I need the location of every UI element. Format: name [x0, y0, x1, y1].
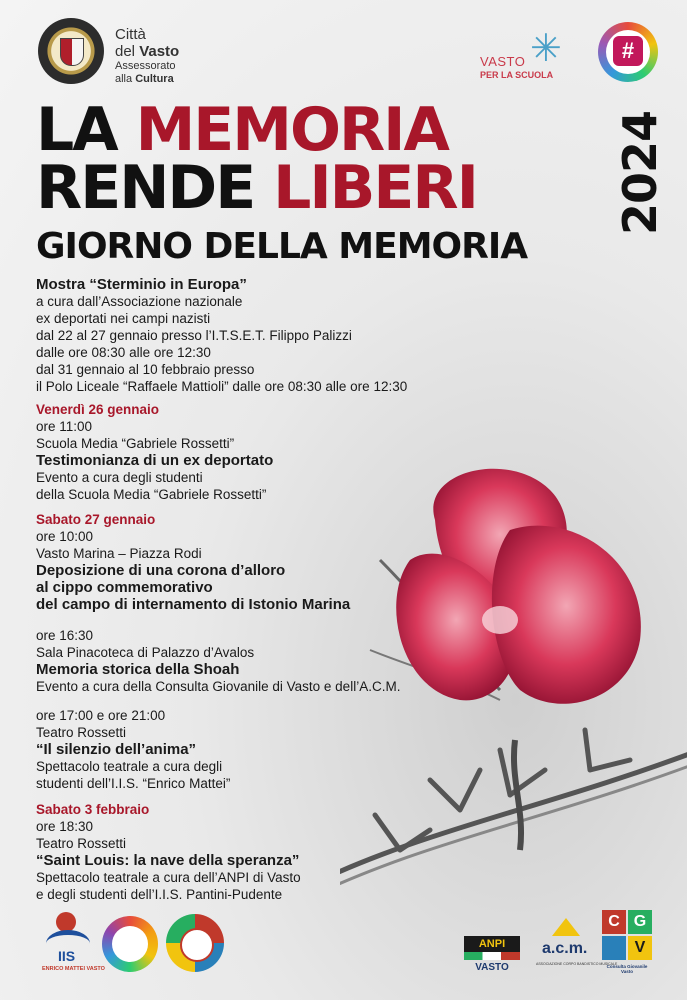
city-line2: del Vasto	[115, 43, 180, 60]
tricolor-flag-icon	[464, 952, 520, 960]
city-line3: Assessorato	[115, 60, 176, 72]
event-desc: studenti dell’I.I.S. “Enrico Mattei”	[36, 776, 231, 791]
event-desc: Evento a cura degli studenti	[36, 470, 203, 485]
event-sabato-3-febbraio	[36, 801, 301, 903]
event-time: ore 10:00	[36, 529, 94, 544]
event-desc: e degli studenti dell’I.I.S. Pantini-Pudente	[36, 887, 283, 902]
event-place: Sala Pinacoteca di Palazzo d’Avalos	[36, 645, 255, 660]
title-line1: LA MEMORIA	[36, 95, 448, 165]
mostra-line: il Polo Liceale “Raffaele Mattioli” dalle ore 08:30 alle ore 12:30	[36, 379, 408, 394]
event-desc: Spettacolo teatrale a cura degli	[36, 759, 223, 774]
consulta-giovanile-logo: C G V Consulta Giovanile Vasto	[602, 910, 652, 976]
city-seal-logo	[38, 18, 104, 84]
event-title: Memoria storica della Shoah	[36, 661, 240, 678]
event-time: ore 16:30	[36, 628, 94, 643]
year-vertical: 2024	[613, 110, 668, 236]
event-date: Sabato 3 febbraio	[36, 802, 150, 817]
acm-logo: a.c.m. ASSOCIAZIONE CORPO BANDISTICO MUSICALE	[536, 918, 598, 974]
event-title: Testimonianza di un ex deportato	[36, 452, 274, 469]
triangle-icon	[552, 918, 580, 936]
event-place: Teatro Rossetti	[36, 725, 127, 740]
event-time: ore 11:00	[36, 419, 93, 434]
event-time: ore 18:30	[36, 819, 94, 834]
event-sabato-27-afternoon	[36, 627, 400, 695]
event-title: Deposizione di una corona d’alloro	[36, 562, 286, 579]
title-line2: RENDE LIBERI	[36, 153, 477, 223]
event-title: del campo di internamento di Istonio Marina	[36, 596, 351, 613]
compass-star-icon: ✳	[530, 28, 562, 70]
mostra-line: dal 22 al 27 gennaio presso l’I.T.S.E.T. Filippo Palizzi	[36, 328, 352, 343]
event-desc: Spettacolo teatrale a cura dell’ANPI di Vasto	[36, 870, 301, 885]
mostra-line: a cura dall’Associazione nazionale	[36, 294, 243, 309]
event-sabato-27-evening	[36, 707, 230, 792]
event-sabato-27-morning	[36, 511, 350, 613]
city-line1: Città	[115, 26, 146, 43]
event-title: “Saint Louis: la nave della speranza”	[36, 852, 300, 869]
polo-liceale-logo	[166, 914, 224, 972]
event-desc: Evento a cura della Consulta Giovanile di Vasto e dell’A.C.M.	[36, 679, 401, 694]
event-desc: della Scuola Media “Gabriele Rossetti”	[36, 487, 267, 502]
event-time: ore 17:00 e ore 21:00	[36, 708, 166, 723]
event-place: Scuola Media “Gabriele Rossetti”	[36, 436, 235, 451]
event-title: “Il silenzio dell’anima”	[36, 741, 197, 758]
coat-of-arms-icon	[60, 38, 84, 66]
iis-mattei-logo: IIS ENRICO MATTEI VASTO	[42, 912, 98, 974]
vasto-per-la-scuola-logo: ✳ VASTO PER LA SCUOLA	[480, 28, 562, 80]
event-date: Sabato 27 gennaio	[36, 512, 156, 527]
event-place: Vasto Marina – Piazza Rodi	[36, 546, 202, 561]
event-date: Venerdì 26 gennaio	[36, 402, 160, 417]
event-place: Teatro Rossetti	[36, 836, 127, 851]
hashtag-icon: #	[613, 36, 643, 66]
mostra-line: dalle ore 08:30 alle ore 12:30	[36, 345, 211, 360]
hashtag-logo	[598, 22, 658, 82]
mostra-heading: Mostra “Sterminio in Europa”	[36, 276, 247, 293]
mostra-line: dal 31 gennaio al 10 febbraio presso	[36, 362, 255, 377]
poppy-flower	[396, 469, 641, 704]
event-venerdi-26	[36, 401, 273, 503]
crest-icon	[602, 936, 626, 960]
figure-icon	[56, 912, 76, 932]
event-title: al cippo commemorativo	[36, 579, 213, 596]
school-circle-logo	[102, 916, 158, 972]
mostra-line: ex deportati nei campi nazisti	[36, 311, 211, 326]
city-name-block	[115, 26, 179, 86]
mostra-section	[36, 276, 407, 395]
city-line4: alla Cultura	[115, 73, 174, 85]
subtitle: GIORNO DELLA MEMORIA	[36, 226, 528, 267]
stem	[514, 740, 521, 850]
anpi-logo: ANPI VASTO	[464, 936, 520, 976]
